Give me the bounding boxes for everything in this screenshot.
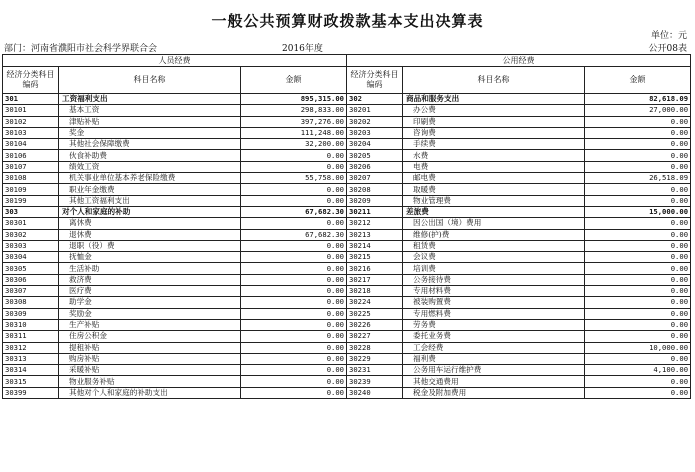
left-code-cell: 30306 — [3, 274, 59, 285]
left-amount-cell: 0.00 — [241, 353, 347, 364]
right-amount-cell: 0.00 — [585, 218, 691, 229]
right-name-cell: 福利费 — [403, 353, 585, 364]
right-name-cell: 电费 — [403, 161, 585, 172]
right-amount-cell: 0.00 — [585, 195, 691, 206]
right-amount-cell: 0.00 — [585, 252, 691, 263]
left-code-cell: 30104 — [3, 139, 59, 150]
left-code-cell: 30199 — [3, 195, 59, 206]
right-amount-cell: 26,518.09 — [585, 173, 691, 184]
left-name-cell: 绩效工资 — [59, 161, 241, 172]
right-code-cell: 30207 — [347, 173, 403, 184]
right-amount-cell: 0.00 — [585, 127, 691, 138]
right-code-cell: 30224 — [347, 297, 403, 308]
right-code-cell: 30226 — [347, 319, 403, 330]
left-amount-cell: 0.00 — [241, 274, 347, 285]
right-amount-cell: 0.00 — [585, 331, 691, 342]
left-amount-cell: 0.00 — [241, 240, 347, 251]
right-amount-cell: 0.00 — [585, 387, 691, 398]
left-name-cell: 购房补贴 — [59, 353, 241, 364]
right-name-cell: 维修(护)费 — [403, 229, 585, 240]
left-code-cell: 30108 — [3, 173, 59, 184]
right-code-cell: 30225 — [347, 308, 403, 319]
left-code-cell: 30314 — [3, 365, 59, 376]
left-amount-cell: 0.00 — [241, 150, 347, 161]
right-amount-cell: 15,000.00 — [585, 206, 691, 217]
right-name-cell: 委托业务费 — [403, 331, 585, 342]
left-amount-cell: 0.00 — [241, 263, 347, 274]
left-code-cell: 30107 — [3, 161, 59, 172]
left-amount-cell: 67,682.30 — [241, 206, 347, 217]
right-code-cell: 30203 — [347, 127, 403, 138]
table-row — [3, 94, 691, 105]
left-code-cell: 30305 — [3, 263, 59, 274]
left-name-cell: 生活补助 — [59, 263, 241, 274]
table-row — [3, 297, 691, 308]
left-amount-cell: 0.00 — [241, 218, 347, 229]
table-row — [3, 286, 691, 297]
section-public: 公用经费 — [347, 55, 691, 67]
left-code-cell: 30310 — [3, 319, 59, 330]
right-amount-cell: 4,100.00 — [585, 365, 691, 376]
left-name-cell: 离休费 — [59, 218, 241, 229]
left-name-cell: 奖励金 — [59, 308, 241, 319]
right-amount-cell: 0.00 — [585, 376, 691, 387]
header-name-left: 科目名称 — [59, 67, 241, 94]
table-row — [3, 218, 691, 229]
right-amount-cell: 0.00 — [585, 308, 691, 319]
right-name-cell: 劳务费 — [403, 319, 585, 330]
left-amount-cell: 111,248.00 — [241, 127, 347, 138]
right-name-cell: 公务用车运行维护费 — [403, 365, 585, 376]
table-row — [3, 308, 691, 319]
right-code-cell: 30217 — [347, 274, 403, 285]
right-name-cell: 其他交通费用 — [403, 376, 585, 387]
right-amount-cell: 0.00 — [585, 139, 691, 150]
left-name-cell: 医疗费 — [59, 286, 241, 297]
left-name-cell: 职业年金缴费 — [59, 184, 241, 195]
report-title: 一般公共预算财政拨款基本支出决算表 — [211, 12, 484, 30]
header-code-left: 经济分类科目编码 — [3, 67, 59, 94]
left-name-cell: 基本工资 — [59, 105, 241, 116]
left-name-cell: 津贴补贴 — [59, 116, 241, 127]
table-row — [3, 150, 691, 161]
right-code-cell: 30229 — [347, 353, 403, 364]
right-code-cell: 30204 — [347, 139, 403, 150]
header-amount-left: 金额 — [241, 67, 347, 94]
header-amount-right: 金额 — [585, 67, 691, 94]
right-code-cell: 30228 — [347, 342, 403, 353]
right-name-cell: 会议费 — [403, 252, 585, 263]
right-code-cell: 302 — [347, 94, 403, 105]
right-name-cell: 专用材料费 — [403, 286, 585, 297]
right-name-cell: 商品和服务支出 — [403, 94, 585, 105]
left-name-cell: 生产补贴 — [59, 319, 241, 330]
left-amount-cell: 67,682.30 — [241, 229, 347, 240]
right-code-cell: 30218 — [347, 286, 403, 297]
right-name-cell: 公务接待费 — [403, 274, 585, 285]
right-code-cell: 30216 — [347, 263, 403, 274]
left-code-cell: 30309 — [3, 308, 59, 319]
right-name-cell: 税金及附加费用 — [403, 387, 585, 398]
left-name-cell: 退职（役）费 — [59, 240, 241, 251]
right-name-cell: 印刷费 — [403, 116, 585, 127]
left-amount-cell: 0.00 — [241, 331, 347, 342]
table-row — [3, 331, 691, 342]
left-name-cell: 工资福利支出 — [59, 94, 241, 105]
right-name-cell: 被装购置费 — [403, 297, 585, 308]
table-row — [3, 116, 691, 127]
right-amount-cell: 0.00 — [585, 263, 691, 274]
left-code-cell: 30106 — [3, 150, 59, 161]
unit-label: 单位：元 — [650, 31, 687, 41]
table-row — [3, 206, 691, 217]
right-code-cell: 30208 — [347, 184, 403, 195]
right-amount-cell: 0.00 — [585, 116, 691, 127]
table-row — [3, 353, 691, 364]
left-code-cell: 30102 — [3, 116, 59, 127]
left-code-cell: 30399 — [3, 387, 59, 398]
left-name-cell: 其他社会保障缴费 — [59, 139, 241, 150]
right-code-cell: 30227 — [347, 331, 403, 342]
left-amount-cell: 0.00 — [241, 286, 347, 297]
table-row — [3, 274, 691, 285]
right-code-cell: 30209 — [347, 195, 403, 206]
left-name-cell: 救济费 — [59, 274, 241, 285]
left-amount-cell: 0.00 — [241, 252, 347, 263]
left-code-cell: 30103 — [3, 127, 59, 138]
left-amount-cell: 0.00 — [241, 376, 347, 387]
right-name-cell: 办公费 — [403, 105, 585, 116]
left-name-cell: 助学金 — [59, 297, 241, 308]
left-amount-cell: 0.00 — [241, 161, 347, 172]
left-amount-cell: 0.00 — [241, 297, 347, 308]
section-personnel: 人员经费 — [3, 55, 347, 67]
table-row — [3, 139, 691, 150]
left-amount-cell: 298,833.00 — [241, 105, 347, 116]
table-row — [3, 195, 691, 206]
left-amount-cell: 0.00 — [241, 308, 347, 319]
right-amount-cell: 0.00 — [585, 240, 691, 251]
left-code-cell: 30308 — [3, 297, 59, 308]
right-code-cell: 30201 — [347, 105, 403, 116]
left-code-cell: 30311 — [3, 331, 59, 342]
header-code-right: 经济分类科目编码 — [347, 67, 403, 94]
left-code-cell: 30313 — [3, 353, 59, 364]
right-name-cell: 邮电费 — [403, 173, 585, 184]
right-name-cell: 租赁费 — [403, 240, 585, 251]
right-code-cell: 30202 — [347, 116, 403, 127]
table-row — [3, 161, 691, 172]
right-name-cell: 手续费 — [403, 139, 585, 150]
left-amount-cell: 0.00 — [241, 319, 347, 330]
report-meta — [0, 41, 691, 53]
right-amount-cell: 27,000.00 — [585, 105, 691, 116]
left-name-cell: 机关事业单位基本养老保险缴费 — [59, 173, 241, 184]
left-name-cell: 奖金 — [59, 127, 241, 138]
right-amount-cell: 0.00 — [585, 319, 691, 330]
expenditure-table — [2, 54, 691, 399]
right-name-cell: 咨询费 — [403, 127, 585, 138]
right-name-cell: 水费 — [403, 150, 585, 161]
left-name-cell: 退休费 — [59, 229, 241, 240]
left-amount-cell: 0.00 — [241, 184, 347, 195]
header-name-right: 科目名称 — [403, 67, 585, 94]
left-name-cell: 伙食补助费 — [59, 150, 241, 161]
right-amount-cell: 0.00 — [585, 286, 691, 297]
left-amount-cell: 32,200.00 — [241, 139, 347, 150]
left-name-cell: 抚恤金 — [59, 252, 241, 263]
table-row — [3, 365, 691, 376]
left-amount-cell: 895,315.00 — [241, 94, 347, 105]
right-amount-cell: 82,618.09 — [585, 94, 691, 105]
left-amount-cell: 0.00 — [241, 365, 347, 376]
left-code-cell: 30109 — [3, 184, 59, 195]
left-name-cell: 物业服务补贴 — [59, 376, 241, 387]
table-row — [3, 319, 691, 330]
right-code-cell: 30240 — [347, 387, 403, 398]
left-name-cell: 对个人和家庭的补助 — [59, 206, 241, 217]
right-amount-cell: 0.00 — [585, 161, 691, 172]
table-row — [3, 376, 691, 387]
right-amount-cell: 0.00 — [585, 229, 691, 240]
right-amount-cell: 10,000.00 — [585, 342, 691, 353]
left-amount-cell: 0.00 — [241, 195, 347, 206]
left-name-cell: 住房公积金 — [59, 331, 241, 342]
right-code-cell: 30214 — [347, 240, 403, 251]
left-name-cell: 提租补贴 — [59, 342, 241, 353]
right-name-cell: 培训费 — [403, 263, 585, 274]
table-row — [3, 252, 691, 263]
left-name-cell: 其他对个人和家庭的补助支出 — [59, 387, 241, 398]
left-amount-cell: 0.00 — [241, 342, 347, 353]
table-row — [3, 173, 691, 184]
department-label: 部门：河南省濮阳市社会科学界联合会 — [4, 44, 158, 54]
right-name-cell: 专用燃料费 — [403, 308, 585, 319]
left-code-cell: 30303 — [3, 240, 59, 251]
table-row — [3, 229, 691, 240]
left-code-cell: 301 — [3, 94, 59, 105]
right-amount-cell: 0.00 — [585, 150, 691, 161]
left-name-cell: 其他工资福利支出 — [59, 195, 241, 206]
form-code-label: 公开08表 — [648, 44, 687, 54]
right-name-cell: 因公出国（境）费用 — [403, 218, 585, 229]
left-amount-cell: 55,758.00 — [241, 173, 347, 184]
table-row — [3, 342, 691, 353]
left-code-cell: 303 — [3, 206, 59, 217]
right-code-cell: 30239 — [347, 376, 403, 387]
right-code-cell: 30211 — [347, 206, 403, 217]
left-code-cell: 30315 — [3, 376, 59, 387]
right-code-cell: 30205 — [347, 150, 403, 161]
right-code-cell: 30215 — [347, 252, 403, 263]
table-row — [3, 263, 691, 274]
left-code-cell: 30101 — [3, 105, 59, 116]
left-name-cell: 采暖补贴 — [59, 365, 241, 376]
right-name-cell: 取暖费 — [403, 184, 585, 195]
right-name-cell: 工会经费 — [403, 342, 585, 353]
table-row — [3, 387, 691, 398]
right-amount-cell: 0.00 — [585, 353, 691, 364]
right-name-cell: 差旅费 — [403, 206, 585, 217]
left-amount-cell: 397,276.00 — [241, 116, 347, 127]
left-code-cell: 30307 — [3, 286, 59, 297]
left-code-cell: 30302 — [3, 229, 59, 240]
left-amount-cell: 0.00 — [241, 387, 347, 398]
table-row — [3, 184, 691, 195]
right-code-cell: 30213 — [347, 229, 403, 240]
right-amount-cell: 0.00 — [585, 297, 691, 308]
right-code-cell: 30212 — [347, 218, 403, 229]
table-row — [3, 127, 691, 138]
right-amount-cell: 0.00 — [585, 184, 691, 195]
table-row — [3, 105, 691, 116]
right-amount-cell: 0.00 — [585, 274, 691, 285]
right-name-cell: 物业管理费 — [403, 195, 585, 206]
right-code-cell: 30231 — [347, 365, 403, 376]
year-label: 2016年度 — [282, 44, 323, 54]
left-code-cell: 30301 — [3, 218, 59, 229]
table-row — [3, 240, 691, 251]
left-code-cell: 30312 — [3, 342, 59, 353]
left-code-cell: 30304 — [3, 252, 59, 263]
right-code-cell: 30206 — [347, 161, 403, 172]
